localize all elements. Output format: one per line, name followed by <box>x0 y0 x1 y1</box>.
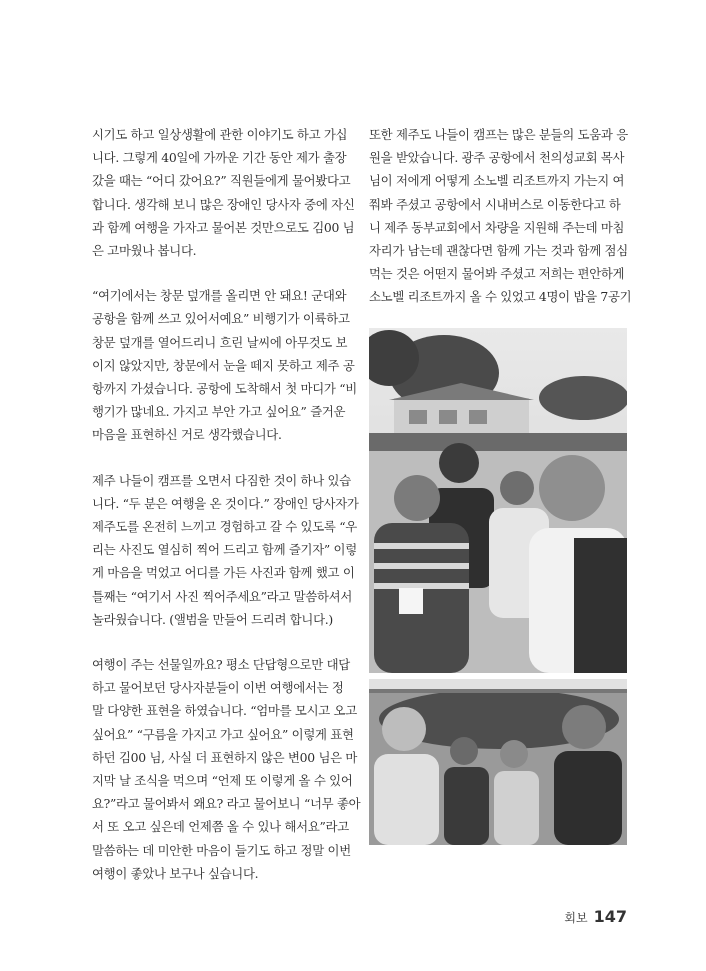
text-line: 항까지 가셨습니다. 공항에 도착해서 첫 마디가 “비 <box>92 381 357 397</box>
right-text-column <box>369 123 632 331</box>
text-line: 하고 물어보던 당사자분들이 이번 여행에서는 정 <box>92 680 344 696</box>
text-line: 싶어요” “구름을 가지고 가고 싶어요” 이렇게 표현 <box>92 726 354 742</box>
text-line: 과 함께 여행을 가자고 물어본 것만으로도 김00 님 <box>92 219 355 235</box>
text-line: 제주도를 온전히 느끼고 경험하고 갈 수 있도록 “우 <box>92 519 357 535</box>
text-line: 놀라웠습니다. (앨범을 만들어 드리려 합니다.) <box>92 611 333 627</box>
text-line: 행기가 많네요. 가지고 부안 가고 싶어요” 즐거운 <box>92 404 346 420</box>
footer-label: 회보 <box>564 911 588 925</box>
text-line: 게 마음을 먹었고 어디를 가든 사진과 함께 했고 이 <box>92 565 355 581</box>
text-line: 제주 나들이 캠프를 오면서 다짐한 것이 하나 있습 <box>92 472 351 488</box>
text-line: 갔을 때는 “어디 갔어요?” 직원들에게 물어봤다고 <box>92 173 351 189</box>
paragraph <box>369 123 632 309</box>
text-line: 이지 않았지만, 창문에서 눈을 떼지 못하고 제주 공 <box>92 357 355 373</box>
page-footer <box>564 907 627 926</box>
text-line: 니 제주 동부교회에서 차량을 지원해 주는데 마침 <box>369 219 625 235</box>
text-line: 여행이 좋았나 보구나 싶습니다. <box>92 865 259 881</box>
text-line: 시기도 하고 일상생활에 관한 이야기도 하고 가십 <box>92 127 348 142</box>
group-photo-outdoor <box>369 679 627 845</box>
text-line: 틀째는 “여기서 사진 찍어주세요”라고 말씀하셔서 <box>92 588 353 604</box>
text-line: 또한 제주도 나들이 캠프는 많은 분들의 도움과 응 <box>369 127 628 142</box>
text-line: 자리가 남는데 괜찮다면 함께 가는 것과 함께 점심 <box>369 243 628 259</box>
paragraph <box>92 469 358 631</box>
text-line: 님이 저에게 어떻게 소노벨 리조트까지 가는지 여 <box>369 173 625 189</box>
text-line: 니다. 그렇게 40일에 가까운 기간 동안 제가 출장 <box>92 150 347 166</box>
text-line: 말 다양한 표현을 하였습니다. “엄마를 모시고 오고 <box>92 703 357 719</box>
text-line: 합니다. 생각해 보니 많은 장애인 당사자 중에 자신 <box>92 196 355 212</box>
text-line: 말씀하는 데 미안한 마음이 들기도 하고 정말 이번 <box>92 842 351 858</box>
text-line: 니다. “두 분은 여행을 온 것이다.” 장애인 당사자가 <box>92 495 359 511</box>
text-line: 마음을 표현하신 거로 생각했습니다. <box>92 427 282 443</box>
paragraph <box>92 653 361 885</box>
text-line: 요?”라고 물어봐서 왜요? 라고 물어보니 “너무 좋아 <box>92 796 361 812</box>
text-line: “여기에서는 창문 덮개를 올리면 안 돼요! 군대와 <box>92 288 347 304</box>
text-line: 창문 덮개를 열어드리니 흐린 날씨에 아무것도 보 <box>92 334 348 350</box>
page-number: 147 <box>593 907 627 926</box>
text-line: 여행이 주는 선물일까요? 평소 단답형으로만 대답 <box>92 657 350 673</box>
text-line: 소노벨 리조트까지 올 수 있었고 4명이 밥을 7공기 <box>369 289 632 305</box>
paragraph <box>92 123 358 262</box>
left-text-column <box>92 123 361 907</box>
text-line: 쭤봐 주셨고 공항에서 시내버스로 이동한다고 하 <box>369 196 621 212</box>
text-line: 먹는 것은 어떤지 물어봐 주셨고 저희는 편안하게 <box>369 266 625 282</box>
text-line: 지막 날 조식을 먹으며 “언제 또 이렇게 올 수 있어 <box>92 773 353 789</box>
text-line: 서 또 오고 싶은데 언제쯤 올 수 있나 해서요”라고 <box>92 819 349 835</box>
group-selfie-photo <box>369 328 627 673</box>
text-line: 리는 사진도 열심히 찍어 드리고 함께 즐기자” 이렇 <box>92 542 357 558</box>
text-line: 공항을 함께 쓰고 있어서예요” 비행기가 이륙하고 <box>92 311 350 327</box>
text-line: 하던 김00 님, 사실 더 표현하지 않은 변00 님은 마 <box>92 749 358 765</box>
text-line: 원을 받았습니다. 광주 공항에서 천의성교회 목사 <box>369 150 625 166</box>
paragraph <box>92 284 358 446</box>
text-line: 은 고마웠나 봅니다. <box>92 243 197 259</box>
